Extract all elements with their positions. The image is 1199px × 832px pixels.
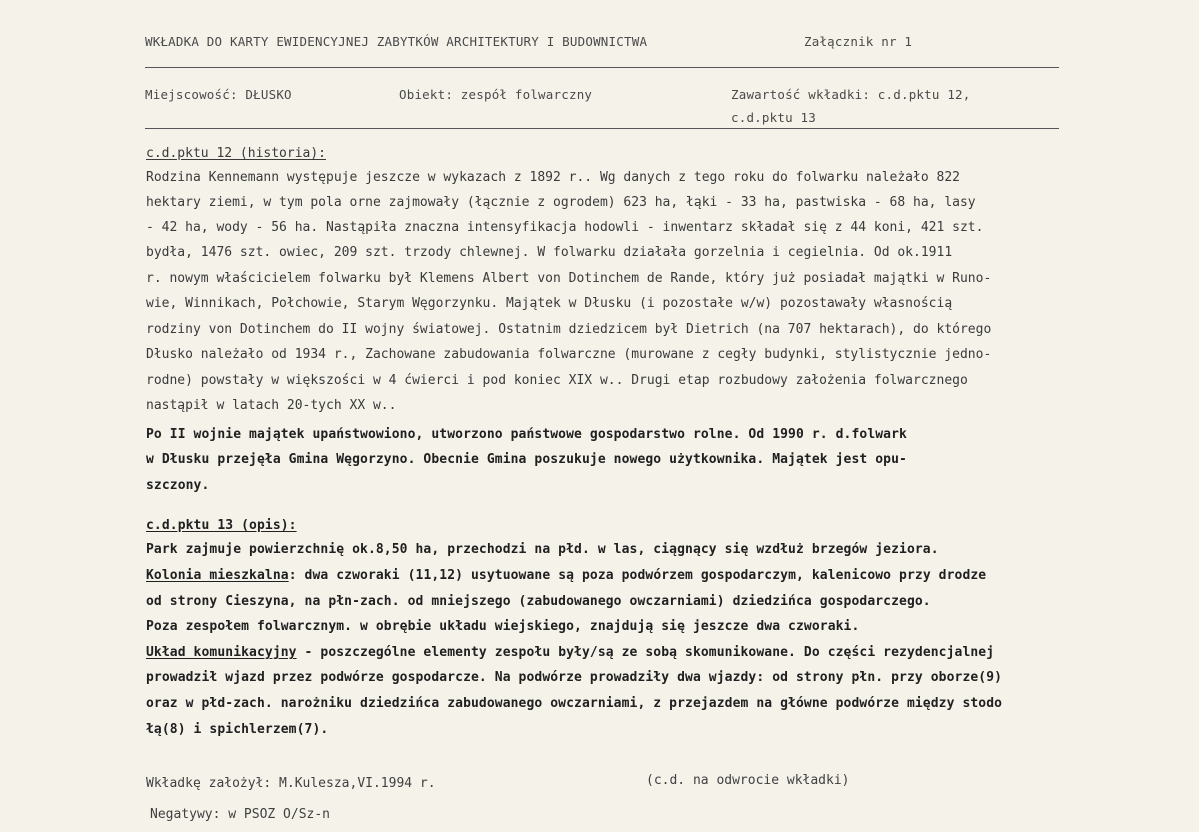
kolonia-text: : dwa czworaki (11,12) usytuowane są poza podwórzem gospodarczym, kalenicowo przy drodze bbox=[288, 568, 987, 583]
description-line bbox=[146, 568, 986, 583]
postwar-line: w Dłusku przejęła Gmina Węgorzyno. Obecnie Gmina poszukuje nowego użytkownika. Majątek jest opu- bbox=[146, 452, 907, 467]
section-12-title: c.d.pktu 12 (historia): bbox=[146, 146, 327, 161]
history-line: wie, Winnikach, Połchowie, Starym Węgorzynku. Majątek w Dłusku (i pozostałe w/w) pozostawały własnością bbox=[146, 296, 953, 311]
history-line: bydła, 1476 szt. owiec, 209 szt. trzody chlewnej. W folwarku działała gorzelnia i cegielnia. Od ok.1911 bbox=[146, 245, 953, 260]
annex-label: Załącznik nr 1 bbox=[804, 34, 913, 49]
document-title: WKŁADKA DO KARTY EWIDENCYJNEJ ZABYTKÓW ARCHITEKTURY I BUDOWNICTWA bbox=[145, 34, 648, 49]
history-line: Dłusko należało od 1934 r., Zachowane zabudowania folwarczne (murowane z cegły budynki, stylistycznie jedno- bbox=[146, 347, 992, 362]
history-line: rodziny von Dotinchem do II wojny światowej. Ostatnim dziedzicem był Dietrich (na 707 hektarach), do którego bbox=[146, 322, 992, 337]
postwar-line: szczony. bbox=[146, 478, 210, 493]
contents-field-line1: Zawartość wkładki: c.d.pktu 12, bbox=[731, 87, 971, 102]
history-line: Rodzina Kennemann występuje jeszcze w wykazach z 1892 r.. Wg danych z tego roku do folwarku należało 822 bbox=[146, 170, 960, 185]
description-line: prowadził wjazd przez podwórze gospodarcze. Na podwórze prowadziły dwa wjazdy: od strony płn. przy oborze(9) bbox=[146, 670, 1003, 685]
header-divider bbox=[145, 67, 1059, 68]
postwar-line: Po II wojnie majątek upaństwowiono, utworzono państwowe gospodarstwo rolne. Od 1990 r. d.folwark bbox=[146, 427, 907, 442]
contents-field-line2: c.d.pktu 13 bbox=[731, 110, 816, 125]
place-field: Miejscowość: DŁUSKO bbox=[145, 87, 292, 102]
uklad-heading: Układ komunikacyjny bbox=[146, 645, 297, 660]
meta-divider bbox=[145, 128, 1059, 129]
history-line: r. nowym właścicielem folwarku był Klemens Albert von Dotinchem de Rande, który już posiadał majątki w Runo- bbox=[146, 271, 992, 286]
description-line: oraz w płd-zach. narożniku dziedzińca zabudowanego owczarniami, z przejazdem na główne podwórze między stodo bbox=[146, 696, 1003, 711]
section-13-title: c.d.pktu 13 (opis): bbox=[146, 518, 297, 533]
history-line: hektary ziemi, w tym pola orne zajmowały (łącznie z ogrodem) 623 ha, łąki - 33 ha, pastwiska - 68 ha, lasy bbox=[146, 195, 976, 210]
description-line: Park zajmuje powierzchnię ok.8,50 ha, przechodzi na płd. w las, ciągnący się wzdłuż brzegów jeziora. bbox=[146, 542, 939, 557]
description-line bbox=[146, 645, 994, 660]
kolonia-heading: Kolonia mieszkalna bbox=[146, 568, 289, 583]
description-line: od strony Cieszyna, na płn-zach. od mniejszego (zabudowanego owczarniami) dziedzińca gospodarczego. bbox=[146, 594, 931, 609]
history-line: - 42 ha, wody - 56 ha. Nastąpiła znaczna intensyfikacja hodowli - inwentarz składał się z 44 koni, 421 szt. bbox=[146, 220, 984, 235]
object-field: Obiekt: zespół folwarczny bbox=[399, 87, 593, 102]
description-line: Poza zespołem folwarcznym. w obrębie układu wiejskiego, znajdują się jeszcze dwa czworaki. bbox=[146, 619, 860, 634]
uklad-text: - poszczególne elementy zespołu były/są ze sobą skomunikowane. Do części rezydencjalnej bbox=[296, 645, 995, 660]
created-by: Wkładkę założył: M.Kulesza,VI.1994 r. bbox=[146, 776, 436, 791]
continued-note: (c.d. na odwrocie wkładki) bbox=[646, 773, 850, 788]
history-line: rodne) powstały w większości w 4 ćwierci i pod koniec XIX w.. Drugi etap rozbudowy założenia folwarcznego bbox=[146, 373, 968, 388]
negatives-note: Negatywy: w PSOZ O/Sz-n bbox=[150, 807, 331, 822]
history-line: nastąpił w latach 20-tych XX w.. bbox=[146, 398, 397, 413]
description-line: łą(8) i spichlerzem(7). bbox=[146, 722, 329, 737]
